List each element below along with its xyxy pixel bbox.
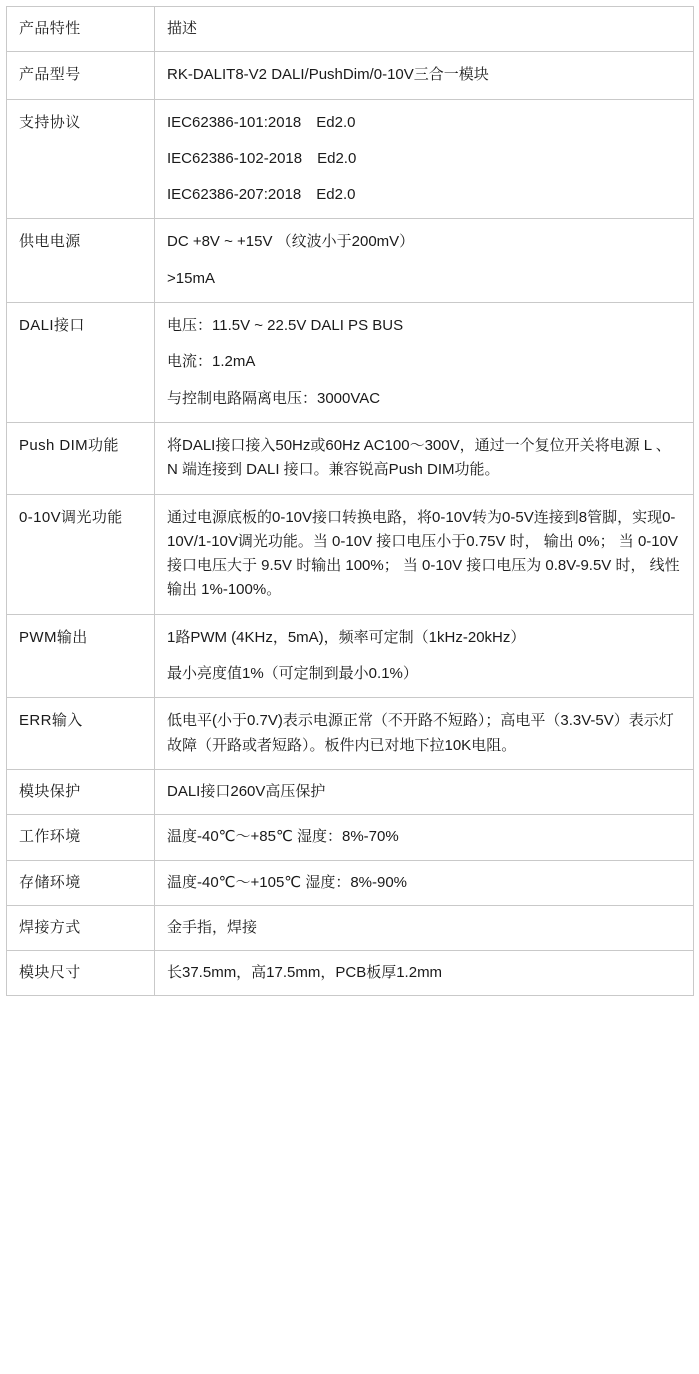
table-row [7, 815, 694, 860]
cell-feature: ERR输入 [7, 698, 155, 770]
cell-description [155, 614, 694, 698]
cell-description [155, 219, 694, 303]
cell-description [155, 698, 694, 770]
table-header-row [7, 7, 694, 52]
table-row [7, 422, 694, 494]
cell-feature: 0-10V调光功能 [7, 494, 155, 614]
description-line: IEC62386-102-2018 Ed2.0 [167, 149, 357, 167]
description-line: 低电平(小于0.7V)表示电源正常（不开路不短路）；高电平（3.3V-5V）表示灯故障（开路或者短路）。板件内已对地下拉10K电阻。 [167, 712, 674, 754]
description-line: 将DALI接口接入50Hz或60Hz AC100～300V，通过一个复位开关将电源 L 、 N 端连接到 DALI 接口。兼容锐高Push DIM功能。 [167, 436, 671, 479]
description-line: >15mA [167, 269, 215, 287]
description-line: 与控制电路隔离电压：3000VAC [167, 389, 381, 407]
description-line: 温度-40℃～+85℃ 湿度：8%-70% [167, 828, 399, 846]
cell-description [155, 52, 694, 99]
description-line: 通过电源底板的0-10V接口转换电路，将0-10V转为0-5V连接到8管脚，实现0-10V/1-10V调光功能。当 0-10V 接口电压小于0.75V 时， 输出 0%； 当 0-10V 接口电压大于 9.5V 时输出 100%； 当 0-10V 接口电压为 0.8V-9.5V 时， 线性输出 1%-100%。 [167, 508, 680, 599]
table-body [7, 7, 694, 996]
table-row [7, 769, 694, 814]
cell-description [155, 494, 694, 614]
cell-feature: DALI接口 [7, 303, 155, 423]
cell-feature: 供电电源 [7, 219, 155, 303]
column-header-description: 描述 [155, 7, 694, 52]
description-line: 1路PWM (4KHz，5mA)，频率可定制（1kHz-20kHz） [167, 628, 526, 646]
description-line: IEC62386-101:2018 Ed2.0 [167, 113, 356, 131]
description-line: 最小亮度值1%（可定制到最小0.1%） [167, 665, 418, 683]
table-row [7, 219, 694, 303]
table-row [7, 303, 694, 423]
cell-description [155, 99, 694, 219]
table-row [7, 494, 694, 614]
cell-description [155, 905, 694, 950]
column-header-feature: 产品特性 [7, 7, 155, 52]
cell-description [155, 951, 694, 996]
table-row [7, 905, 694, 950]
table-row [7, 860, 694, 905]
description-line: IEC62386-207:2018 Ed2.0 [167, 186, 356, 204]
cell-feature: PWM输出 [7, 614, 155, 698]
cell-description [155, 769, 694, 814]
description-line: 电流：1.2mA [167, 353, 256, 371]
cell-description [155, 815, 694, 860]
cell-description [155, 303, 694, 423]
cell-feature: 支持协议 [7, 99, 155, 219]
cell-feature: 焊接方式 [7, 905, 155, 950]
description-line: 电压：11.5V ~ 22.5V DALI PS BUS [167, 317, 404, 335]
table-row [7, 99, 694, 219]
cell-description [155, 422, 694, 494]
table-row [7, 52, 694, 99]
description-line: RK-DALIT8-V2 DALI/PushDim/0-10V三合一模块 [167, 66, 489, 84]
description-line: 温度-40℃～+105℃ 湿度：8%-90% [167, 873, 408, 891]
product-specification-table [6, 6, 694, 996]
cell-feature: 模块保护 [7, 769, 155, 814]
description-line: DC +8V ~ +15V （纹波小于200mV） [167, 233, 415, 251]
cell-feature: 产品型号 [7, 52, 155, 99]
cell-description [155, 860, 694, 905]
cell-feature: 工作环境 [7, 815, 155, 860]
description-line: DALI接口260V高压保护 [167, 782, 326, 800]
cell-feature: Push DIM功能 [7, 422, 155, 494]
table-row [7, 698, 694, 770]
table-row [7, 951, 694, 996]
description-line: 长37.5mm，高17.5mm，PCB板厚1.2mm [167, 964, 443, 982]
description-line: 金手指，焊接 [167, 918, 258, 936]
cell-feature: 存储环境 [7, 860, 155, 905]
table-row [7, 614, 694, 698]
cell-feature: 模块尺寸 [7, 951, 155, 996]
